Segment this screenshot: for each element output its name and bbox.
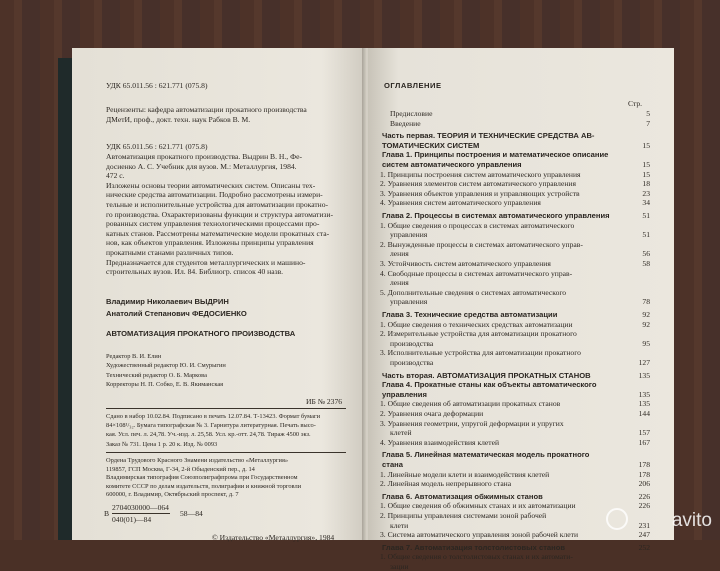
- udk-top: УДК 65.011.56 : 621.771 (075.8): [106, 81, 208, 90]
- toc-page-number: 15: [642, 169, 650, 179]
- publisher-line: комитете СССР по делам издательств, полиграфии и книжной торговли: [106, 482, 302, 490]
- toc-entry: 3. Устойчивость систем автоматического управления: [380, 259, 551, 268]
- toc-section-heading: Глава 3. Технические средства автоматизации: [382, 310, 558, 319]
- publisher-line: 600000, г. Владимир, Октябрьский проспект, д. 7: [106, 491, 239, 499]
- toc-page-number: 135: [638, 370, 650, 380]
- toc-page-number: 144: [638, 409, 650, 418]
- toc-page-number: 5: [646, 109, 650, 118]
- toc-entry: производства: [390, 358, 434, 367]
- toc-section-heading: ТОМАТИЧЕСКИХ СИСТЕМ: [382, 140, 480, 150]
- reviewers-line-2: ДМетИ, проф., докт. техн. наук Рабков В. М.: [106, 115, 251, 124]
- toc-page-number: 157: [638, 428, 650, 438]
- toc-entry: 3. Уравнения объектов управления и управляющих устройств: [380, 188, 580, 198]
- toc-page-number: 252: [638, 542, 650, 552]
- copyright: © Издательство «Металлургия», 1984: [212, 533, 335, 542]
- annotation-line: строительных вузов. Ил. 84. Библиогр. список 40 назв.: [106, 267, 284, 277]
- toc-page-number: 51: [642, 211, 650, 220]
- toc-page-number: 15: [642, 160, 650, 169]
- toc-entry: управления: [390, 297, 428, 307]
- toc-page-number: 127: [638, 358, 650, 367]
- toc-page-number: 15: [642, 140, 650, 150]
- toc-entry: клетей: [390, 428, 412, 438]
- annotation-line: тельные и исполнительные устройства для автоматизации прокатно-: [106, 200, 329, 209]
- publisher-line: Владимирская типография Союзполиграфпрома при Государственном: [106, 474, 298, 482]
- reviewers-line-1: Рецензенты: кафедра автоматизации прокатного производства: [106, 105, 307, 114]
- toc-section-heading: систем автоматического управления: [382, 160, 522, 169]
- toc-entry: 3. Уравнения геометрии, упругой деформации и упругих: [380, 418, 564, 428]
- toc-page-number: 135: [638, 389, 650, 399]
- toc-entry: 1. Общие сведения об обжимных станах и их автоматизации: [380, 501, 576, 511]
- toc-section-heading: стана: [382, 460, 403, 469]
- toc-page-number: 178: [638, 460, 650, 469]
- left-page: [72, 48, 366, 540]
- toc-page-number: 178: [638, 469, 650, 479]
- toc-entry: 1. Общие сведения об автоматизации прокатных станов: [380, 399, 561, 409]
- toc-entry: клети: [390, 520, 409, 530]
- print-info-line: кая. Усл. печ. л. 24,78. Уч.-изд. л. 25,58. Усл. кр.-отт. 24,78. Тираж 4500 экз.: [106, 431, 311, 439]
- book-title: АВТОМАТИЗАЦИЯ ПРОКАТНОГО ПРОИЗВОДСТВА: [106, 329, 296, 338]
- right-page: [368, 48, 674, 571]
- author-2: Анатолий Степанович ФЕДОСИЕНКО: [106, 309, 247, 318]
- publisher-line: Ордена Трудового Красного Знамени издательство «Металлургия»: [106, 457, 289, 464]
- toc-section-heading: Глава 1. Принципы построения и математическое описание: [382, 150, 609, 160]
- toc-entry: 1. Линейные модели клети и взаимодействия клетей: [380, 469, 550, 479]
- toc-entry: 2. Уравнения очага деформации: [380, 409, 484, 418]
- toc-entry: 2. Вынужденные процессы в системах автоматического управ-: [380, 239, 583, 249]
- toc-entry: 3. Система автоматического управления зоной рабочей клети: [380, 530, 579, 540]
- toc-entry: Предисловие: [390, 109, 433, 118]
- toc-page-number: 23: [642, 188, 650, 198]
- toc-entry: 3. Исполнительные устройства для автоматизации прокатного: [380, 348, 581, 358]
- toc-section-heading: Глава 6. Автоматизация обжимных станов: [382, 491, 543, 501]
- annotation-line: досиенко А. С. Учебник для вузов. М.: Металлургия, 1984.: [106, 161, 297, 171]
- toc-section-heading: Часть вторая. АВТОМАТИЗАЦИЯ ПРОКАТНЫХ СТАНОВ: [382, 370, 591, 380]
- annotation-line: прокатными станами различных типов.: [106, 248, 234, 257]
- print-info-line: 84×108¹/₃₂. Бумага типографская № 3. Гарнитура литературная. Печать высо-: [106, 422, 316, 430]
- toc-page-number: 247: [638, 530, 650, 540]
- credit-line: Редактор В. И. Елин: [106, 353, 162, 360]
- isbn-letter: В: [104, 509, 110, 518]
- divider: [106, 408, 346, 409]
- print-info-line: Заказ № 731. Цена 1 р. 20 к. Изд. № 0093: [106, 440, 218, 448]
- divider: [106, 452, 346, 453]
- toc-entry: зации: [390, 562, 409, 571]
- toc-page-number: 226: [638, 491, 650, 501]
- annotation-line: Предназначается для студентов металлургических и машино-: [106, 257, 306, 267]
- avito-logo-icon: [606, 508, 628, 530]
- annotation-line: нов, как объектов управления. Изложены принципы управления: [106, 238, 314, 248]
- toc-page-number: 92: [642, 310, 650, 319]
- toc-page-number: 226: [638, 501, 650, 511]
- annotation-line: 472 с.: [106, 171, 125, 181]
- toc-section-heading: Часть первая. ТЕОРИЯ И ТЕХНИЧЕСКИЕ СРЕДСТВА АВ-: [382, 131, 595, 141]
- toc-entry: 1. Общие сведения о толстолистовых станах и их автомати-: [380, 552, 573, 562]
- toc-entry: 4. Уравнения взаимодействия клетей: [380, 437, 500, 447]
- toc-page-number: 167: [638, 437, 650, 447]
- toc-entry: 4. Свободные процессы в системах автоматического управ-: [380, 268, 573, 278]
- toc-entry: 2. Уравнения элементов систем автоматического управления: [380, 179, 576, 189]
- annotation-line: катных станов. Рассмотрены математические модели прокатных ста-: [106, 228, 330, 238]
- toc-page-number: 135: [638, 399, 650, 409]
- toc-page-number: 92: [642, 319, 650, 329]
- fraction-line: [112, 513, 170, 514]
- ib-number: ИБ № 2376: [306, 397, 343, 406]
- toc-heading: ОГЛАВЛЕНИЕ: [384, 81, 442, 90]
- toc-entry: ления: [390, 249, 409, 259]
- page-column-label: Стр.: [628, 99, 643, 108]
- credit-line: Технический редактор О. Б. Маркова: [106, 371, 207, 379]
- publisher-line: 119857, ГСП Москва, Г-34, 2-й Обыденский пер., д. 14: [106, 465, 255, 473]
- annotation-line: рованных систем управления технологическими процессами про-: [106, 219, 320, 229]
- credit-line: Художественный редактор Ю. И. Смурыгин: [106, 362, 226, 370]
- classification-code: 2704030000—064: [112, 503, 169, 512]
- print-info-line: Сдано в набор 10.02.84. Подписано в печать 12.07.84. Т-13423. Формат бумаги: [106, 413, 320, 420]
- annotation-line: нические средства автоматизации. Подробно рассмотрены измери-: [106, 190, 323, 200]
- toc-entry: 5. Дополнительные сведения о системах автоматического: [380, 287, 567, 297]
- toc-entry: 4. Уравнения систем автоматического управления: [380, 198, 541, 208]
- toc-page-number: 18: [642, 179, 650, 189]
- toc-page-number: 95: [642, 338, 650, 348]
- toc-entry: 1. Общие сведения о процессах в системах автоматического: [380, 220, 575, 230]
- toc-page-number: 231: [638, 520, 650, 530]
- classification-sub: 040(01)—84: [112, 515, 152, 524]
- toc-entry: ления: [390, 278, 409, 288]
- credit-line: Корректоры Н. П. Собко, Е. В. Якиманская: [106, 381, 224, 389]
- watermark: avito: [671, 510, 712, 531]
- toc-page-number: 7: [646, 118, 650, 128]
- toc-section-heading: Глава 7. Автоматизация толстолистовых станов: [382, 542, 566, 552]
- toc-page-number: 58: [642, 259, 650, 268]
- toc-page-number: 51: [642, 230, 650, 240]
- toc-entry: 2. Измерительные устройства для автоматизации прокатного: [380, 329, 577, 339]
- toc-entry: 1. Общие сведения о технических средствах автоматизации: [380, 319, 573, 329]
- annotation-line: Изложены основы теории автоматических систем. Описаны тех-: [106, 180, 316, 190]
- toc-page-number: 56: [642, 249, 650, 259]
- toc-page-number: 78: [642, 297, 650, 307]
- toc-section-heading: Глава 4. Прокатные станы как объекты автоматического: [382, 380, 597, 390]
- order-code: 58—84: [180, 509, 203, 518]
- author-1: Владимир Николаевич ВЫДРИН: [106, 297, 229, 306]
- toc-entry: производства: [390, 338, 434, 348]
- toc-section-heading: Глава 2. Процессы в системах автоматического управления: [382, 211, 610, 220]
- toc-entry: Введение: [390, 118, 421, 128]
- toc-entry: 2. Принципы управления системами зоной рабочей: [380, 511, 547, 520]
- annotation-line: Автоматизация прокатного производства. Выдрин В. Н., Фе-: [106, 152, 302, 161]
- toc-page-number: 34: [642, 198, 650, 208]
- toc-entry: 1. Принципы построения систем автоматического управления: [380, 169, 581, 179]
- annotation-line: го производства. Охарактеризованы функции и структура автоматизи-: [106, 209, 334, 219]
- toc-section-heading: управления: [382, 389, 427, 399]
- toc-entry: 2. Линейная модель непрерывного стана: [380, 479, 512, 489]
- toc-section-heading: Глава 5. Линейная математическая модель прокатного: [382, 450, 590, 460]
- toc-page-number: 206: [638, 479, 650, 489]
- udk-annotation: УДК 65.011.56 : 621.771 (075.8): [106, 142, 208, 151]
- toc-entry: управления: [390, 230, 428, 240]
